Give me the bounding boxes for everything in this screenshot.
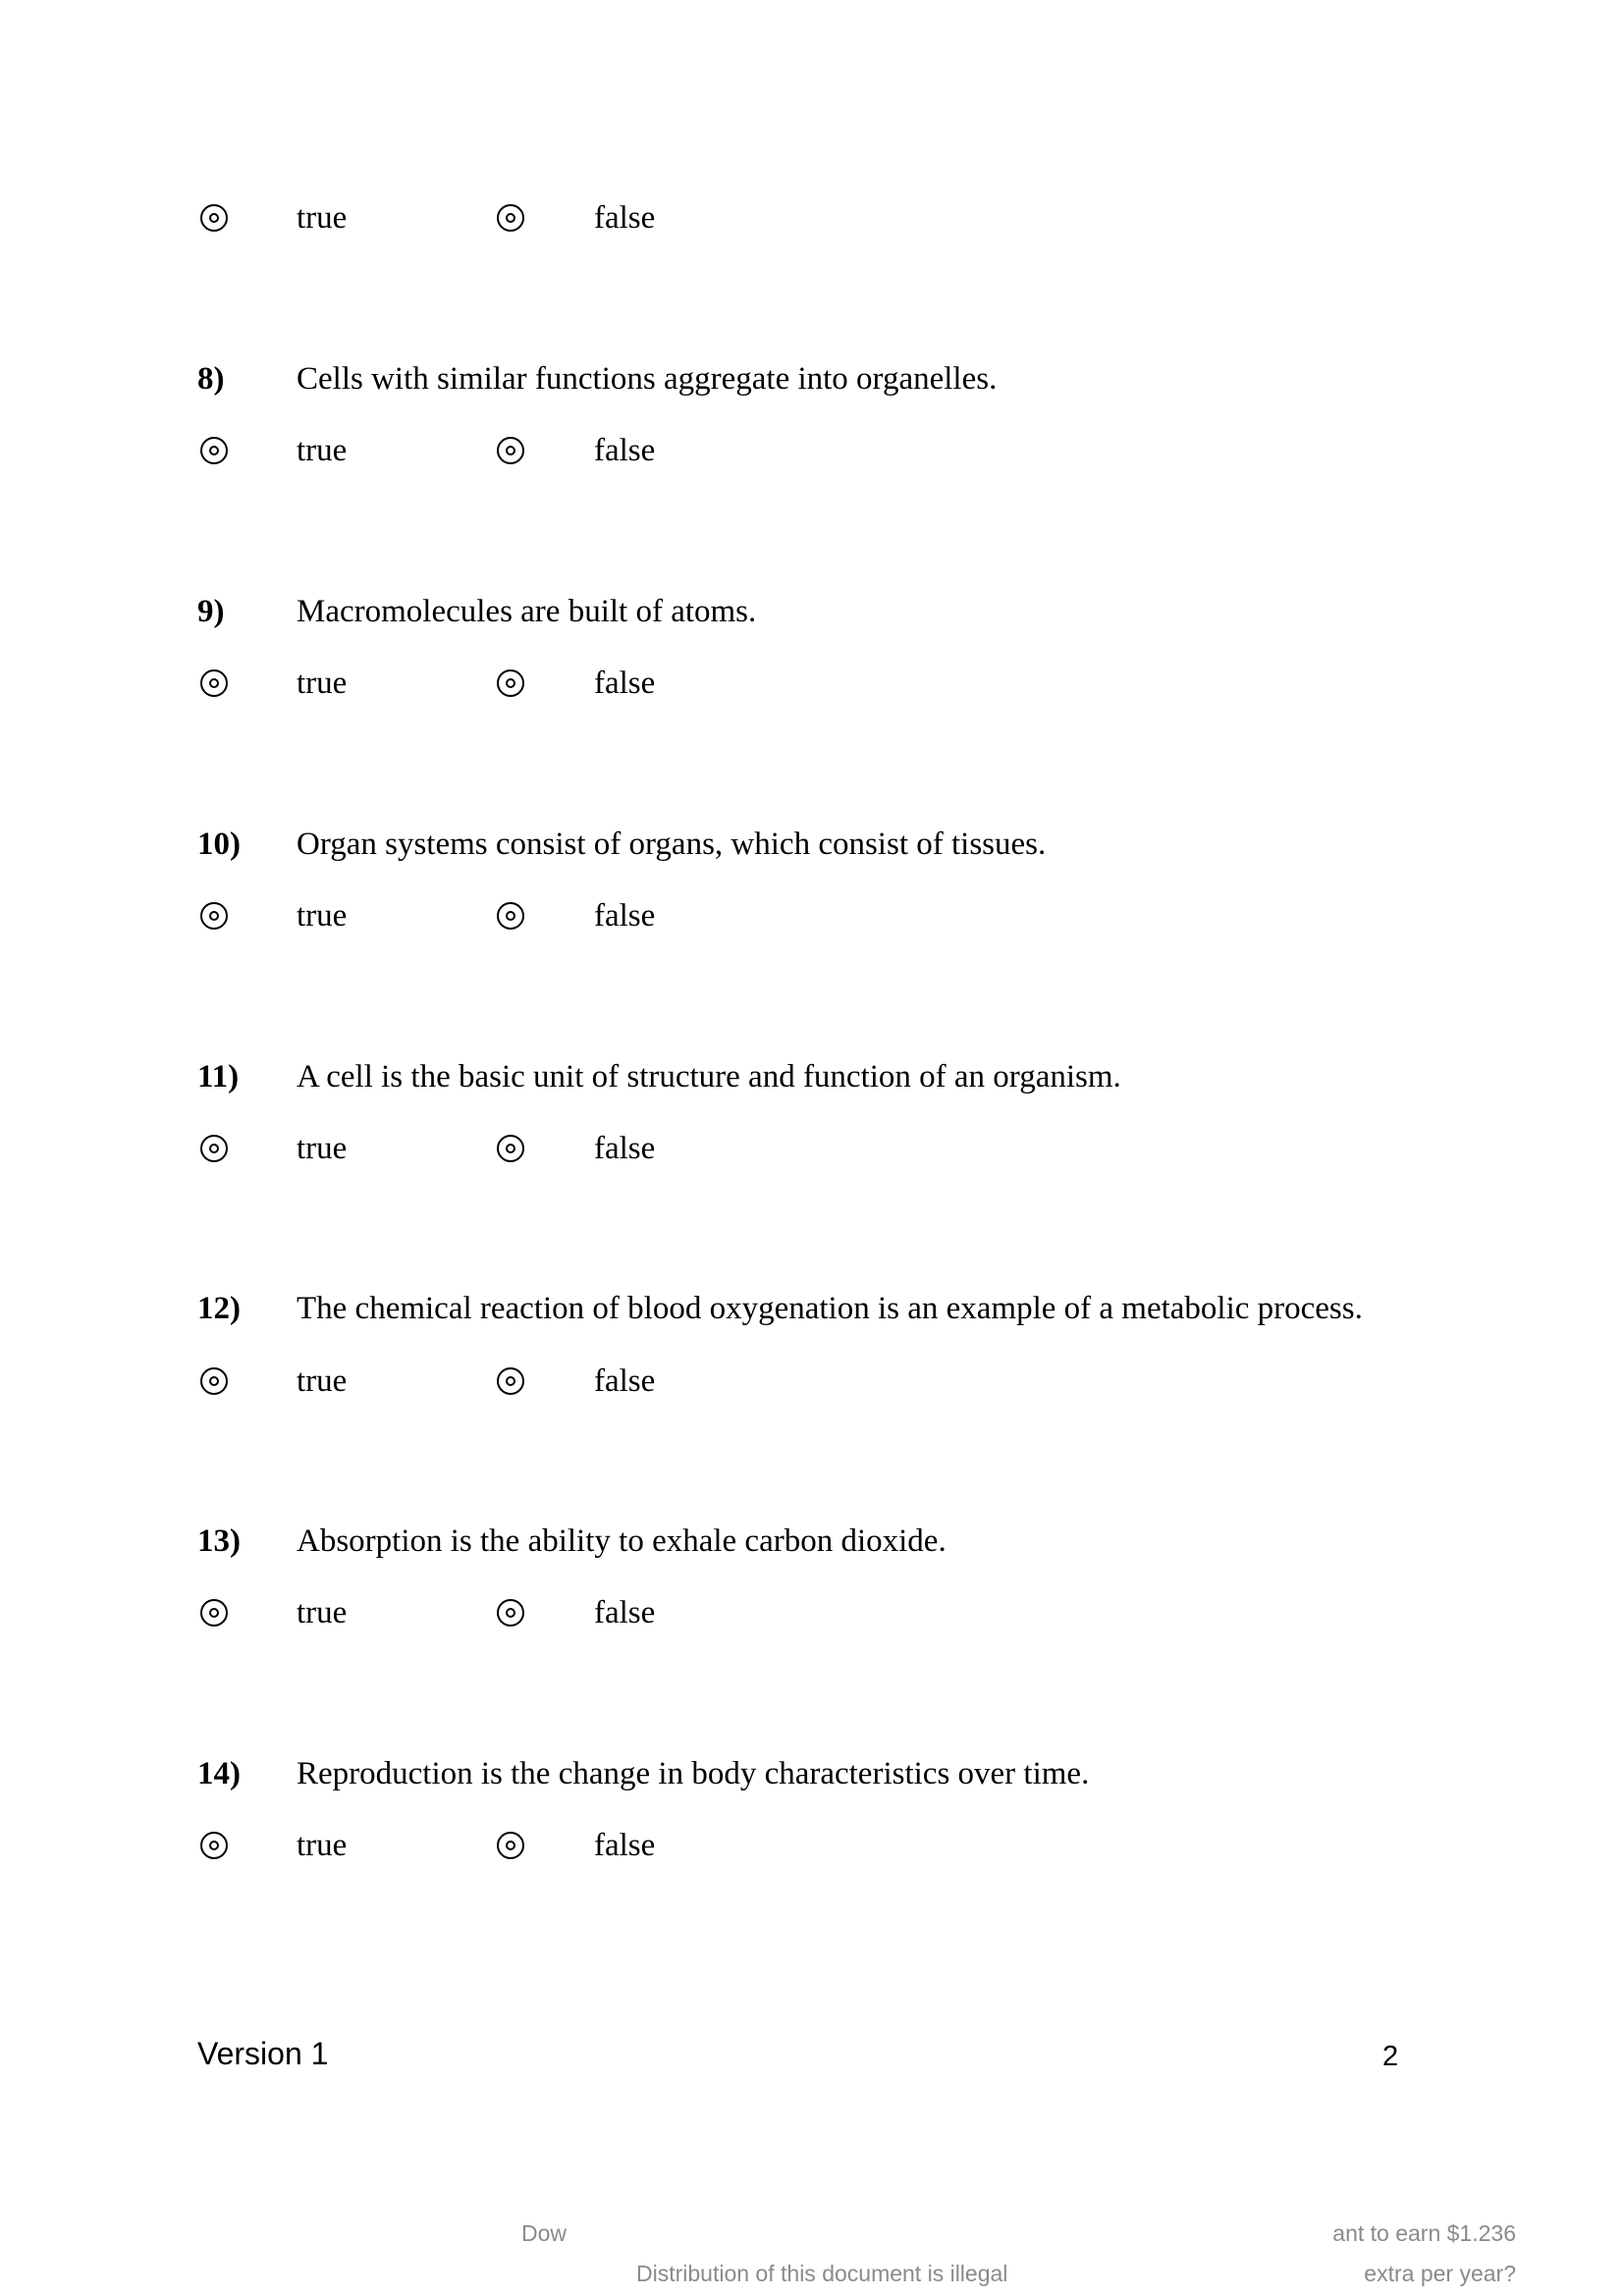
radio-true-q7[interactable]: [200, 204, 228, 232]
radio-false-q8[interactable]: [497, 437, 524, 464]
watermark-earn-line: ant to earn $1.236: [1332, 2220, 1516, 2246]
answer-row-q7: [0, 198, 1624, 247]
option-false-label: false: [594, 898, 656, 934]
question-10: [0, 825, 1624, 874]
option-true-label: true: [297, 666, 348, 701]
answer-row-q14: [0, 1826, 1624, 1875]
option-true-label: true: [297, 200, 348, 236]
question-8: [0, 359, 1624, 408]
option-false-label: false: [594, 1595, 656, 1630]
radio-false-q7[interactable]: [497, 204, 524, 232]
question-12: [0, 1289, 1624, 1338]
radio-false-q9[interactable]: [497, 669, 524, 697]
radio-true-q13[interactable]: [200, 1599, 228, 1627]
option-true-label: true: [297, 1363, 348, 1399]
answer-row-q12: [0, 1362, 1624, 1411]
question-number: 9): [197, 594, 225, 629]
question-text: A cell is the basic unit of structure and function of an organism.: [297, 1059, 1121, 1095]
radio-false-q14[interactable]: [497, 1832, 524, 1859]
radio-true-q9[interactable]: [200, 669, 228, 697]
answer-row-q9: [0, 664, 1624, 713]
question-text: Macromolecules are built of atoms.: [297, 594, 757, 629]
question-number: 10): [197, 827, 241, 862]
watermark-fragment: Dow: [521, 2220, 568, 2246]
watermark-year-line: extra per year?: [1364, 2261, 1516, 2286]
answer-row-q13: [0, 1593, 1624, 1642]
option-false-label: false: [594, 200, 656, 236]
question-text: Reproduction is the change in body characteristics over time.: [297, 1756, 1090, 1791]
footer-version: Version 1: [197, 2036, 329, 2071]
radio-true-q10[interactable]: [200, 902, 228, 930]
option-true-label: true: [297, 1131, 348, 1166]
question-14: [0, 1754, 1624, 1803]
question-11: [0, 1057, 1624, 1106]
question-13: [0, 1522, 1624, 1571]
question-text: The chemical reaction of blood oxygenation is an example of a metabolic process.: [297, 1291, 1363, 1326]
option-true-label: true: [297, 433, 348, 468]
option-false-label: false: [594, 433, 656, 468]
radio-true-q12[interactable]: [200, 1367, 228, 1395]
option-false-label: false: [594, 1363, 656, 1399]
question-number: 12): [197, 1291, 241, 1326]
radio-true-q14[interactable]: [200, 1832, 228, 1859]
question-text: Cells with similar functions aggregate into organelles.: [297, 361, 998, 397]
watermark-distribution-notice: Distribution of this document is illegal: [636, 2261, 1008, 2286]
radio-false-q12[interactable]: [497, 1367, 524, 1395]
option-false-label: false: [594, 1131, 656, 1166]
page-number: 2: [1382, 2041, 1399, 2072]
option-true-label: true: [297, 1828, 348, 1863]
radio-false-q13[interactable]: [497, 1599, 524, 1627]
question-number: 14): [197, 1756, 241, 1791]
option-true-label: true: [297, 1595, 348, 1630]
option-false-label: false: [594, 666, 656, 701]
radio-false-q11[interactable]: [497, 1135, 524, 1162]
radio-true-q11[interactable]: [200, 1135, 228, 1162]
answer-row-q11: [0, 1129, 1624, 1178]
answer-row-q10: [0, 896, 1624, 945]
answer-row-q8: [0, 431, 1624, 480]
question-number: 13): [197, 1523, 241, 1559]
question-text: Absorption is the ability to exhale carbon dioxide.: [297, 1523, 947, 1559]
question-9: [0, 592, 1624, 641]
option-false-label: false: [594, 1828, 656, 1863]
radio-false-q10[interactable]: [497, 902, 524, 930]
radio-true-q8[interactable]: [200, 437, 228, 464]
option-true-label: true: [297, 898, 348, 934]
question-number: 11): [197, 1059, 240, 1095]
question-number: 8): [197, 361, 225, 397]
question-text: Organ systems consist of organs, which consist of tissues.: [297, 827, 1047, 862]
